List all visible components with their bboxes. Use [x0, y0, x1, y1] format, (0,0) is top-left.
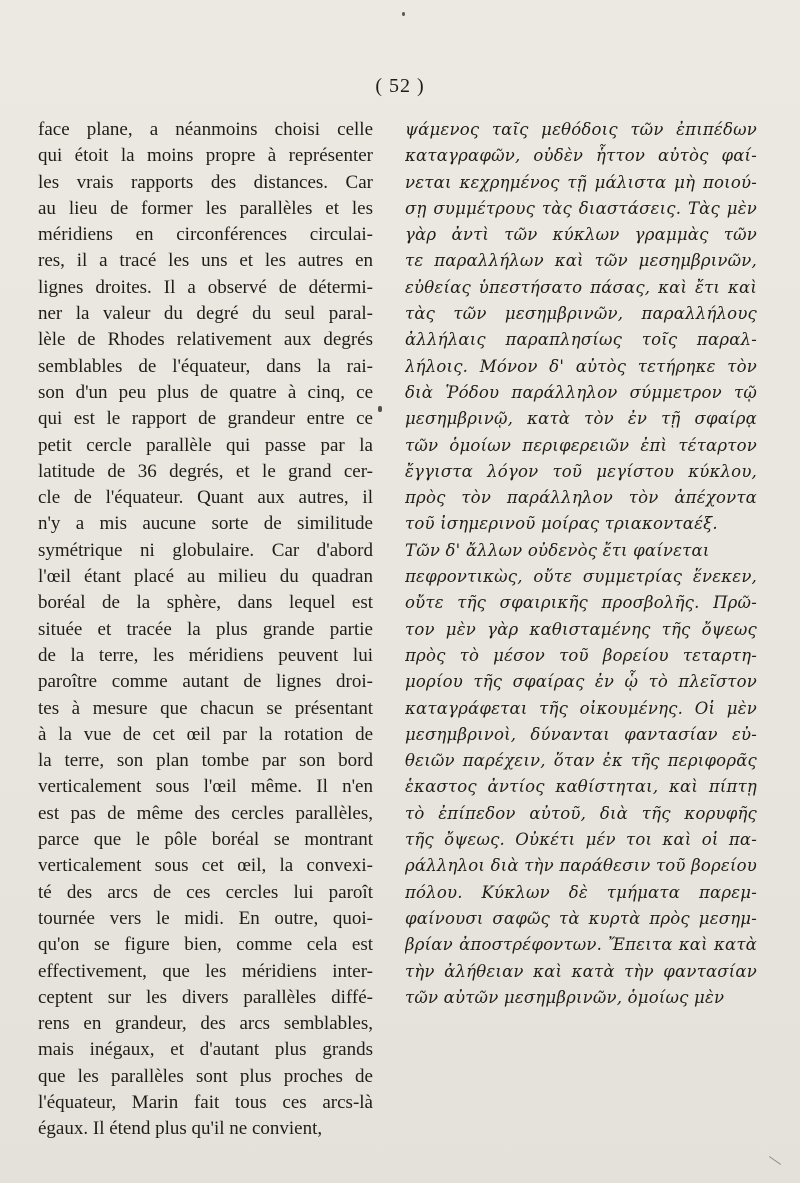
french-text-line: latitude de 36 degrés, et le grand cer- — [38, 460, 373, 482]
french-text-line: rens en grandeur, des arcs semblables, — [38, 1013, 373, 1035]
greek-text-line: ἔγγιστα λόγον τοῦ μεγίστου κύκλου, — [405, 461, 757, 481]
french-text-line: de la terre, les méridiens peuvent lui — [38, 644, 373, 666]
french-text-line: les vrais rapports des distances. Car — [38, 171, 373, 193]
greek-text-line: θειῶν παρέχειν, ὅταν ἐκ τῆς περιφορᾶς — [405, 751, 757, 771]
greek-text-line: τοῦ ἰσημερινοῦ μοίρας τριακονταέξ. — [405, 514, 718, 534]
french-text-line: petit cercle parallèle qui passe par la — [38, 434, 373, 456]
greek-text-line: καταγραφῶν, οὐδὲν ἧττον αὐτὸς φαί- — [405, 146, 757, 166]
ink-speck — [378, 406, 382, 412]
french-text-line: n'y a mis aucune sorte de similitude — [38, 513, 373, 535]
greek-text-line: τῆς ὄψεως. Οὐκέτι μέν τοι καὶ οἱ πα- — [405, 830, 757, 850]
french-text-line: l'équateur, Marin fait tous ces arcs-là — [38, 1091, 373, 1113]
greek-text-line: νεται κεχρημένος τῇ μάλιστα μὴ ποιού- — [405, 172, 757, 192]
greek-text-line: μεσημβρινῷ, κατὰ τὸν ἐν τῇ σφαίρᾳ — [405, 409, 757, 429]
corner-stroke — [769, 1156, 781, 1165]
greek-text-line: ἀλλήλαις παραπλησίως τοῖς παραλ- — [405, 330, 757, 350]
greek-text-line: τῶν αὐτῶν μεσημβρινῶν, ὁμοίως μὲν — [405, 987, 725, 1007]
greek-text-line: σῃ συμμέτρους τὰς διαστάσεις. Τὰς μὲν — [405, 198, 757, 218]
french-text-line: parce que le pôle boréal se montrant — [38, 829, 373, 851]
greek-text-line: μεσημβρινοὶ, δύνανται φαντασίαν εὐ- — [405, 724, 757, 744]
greek-text-column — [405, 117, 757, 1011]
french-text-line: qui est le rapport de grandeur entre ce — [38, 408, 373, 430]
greek-text-line: βρίαν ἀποστρέφοντων. Ἔπειτα καὶ κατὰ — [405, 935, 757, 955]
greek-text-line: πεφροντικὼς, οὔτε συμμετρίας ἕνεκεν, — [405, 567, 757, 587]
greek-text-line: τὸ ἐπίπεδον αὐτοῦ, διὰ τῆς κορυφῆς — [405, 803, 757, 823]
greek-text-line: ἑκαστος ἀντίος καθίστηται, καὶ πίπτῃ — [405, 777, 757, 797]
french-text-line: son d'un peu plus de quatre à cinq, ce — [38, 381, 373, 403]
greek-text-line: καταγράφεται τῆς οἰκουμένης. Οἱ μὲν — [405, 698, 757, 718]
french-text-line: l'œil étant placé au milieu du quadran — [38, 566, 373, 588]
french-text-line: la terre, son plan tombe par son bord — [38, 750, 373, 772]
french-text-line: qui étoit la moins propre à représenter — [38, 145, 373, 167]
french-text-line: effectivement, que les méridiens inter- — [38, 960, 373, 982]
greek-text-line: τὰς τῶν μεσημβρινῶν, παραλλήλους — [405, 304, 757, 324]
french-text-line: verticalement sous l'œil même. Il n'en — [38, 776, 373, 798]
greek-text-line: τῶν ὁμοίων περιφερειῶν ἐπὶ τέταρτον — [405, 435, 757, 455]
greek-text-line: ψάμενος ταῖς μεθόδοις τῶν ἐπιπέδων — [405, 120, 757, 139]
french-text-line: lignes droites. Il a observé de détermi- — [38, 276, 373, 298]
french-text-line: tes à mesure que chacun se présentant — [38, 697, 373, 719]
french-text-line: au lieu de former les parallèles et les — [38, 197, 373, 219]
french-text-line: est pas de même des cercles parallèles, — [38, 802, 373, 824]
french-text-line: face plane, a néanmoins choisi celle — [38, 119, 373, 140]
greek-text-line: οὔτε τῆς σφαιρικῆς προσβολῆς. Πρῶ- — [405, 593, 757, 613]
greek-text-line: μορίου τῆς σφαίρας ἐν ᾧ τὸ πλεῖστον — [405, 672, 757, 692]
french-text-line: méridiens en circonférences circulai- — [38, 224, 373, 246]
french-text-line: mais inégaux, et d'autant plus grands — [38, 1039, 373, 1061]
greek-text-line: λήλοις. Μόνον δ' αὐτὸς τετήρηκε τὸν — [405, 356, 757, 376]
french-text-line: ceptent sur les divers parallèles diffé- — [38, 986, 373, 1008]
french-text-line: lèle de Rhodes relativement aux degrés — [38, 329, 373, 351]
greek-text-line: διὰ Ῥόδου παράλληλον σύμμετρον τῷ — [405, 382, 757, 402]
french-text-line: que les parallèles sont plus proches de — [38, 1065, 373, 1087]
french-text-column — [38, 117, 373, 1143]
french-text-line: à la vue de cet œil par la rotation de — [38, 723, 373, 745]
french-text-line: verticalement sous cet œil, la convexi- — [38, 855, 373, 877]
french-text-line: paroître comme autant de lignes droi- — [38, 671, 373, 693]
french-text-line: ner la valeur du degré du seul paral- — [38, 303, 373, 325]
greek-text-line: τὴν ἀλήθειαν καὶ κατὰ τὴν φαντασίαν — [405, 961, 757, 981]
french-text-line: té des arcs de ces cercles lui paroît — [38, 881, 373, 903]
french-text-line: qu'on se figure bien, comme cela est — [38, 934, 373, 956]
greek-text-line: γὰρ ἀντὶ τῶν κύκλων γραμμὰς τῶν — [405, 225, 757, 245]
greek-text-line: πόλου. Κύκλων δὲ τμήματα παρεμ- — [405, 882, 757, 902]
french-text-line: semblables de l'équateur, dans la rai- — [38, 355, 373, 377]
french-text-line: égaux. Il étend plus qu'il ne convient, — [38, 1118, 323, 1140]
greek-text-line: φαίνουσι σαφῶς τὰ κυρτὰ πρὸς μεσημ- — [405, 908, 757, 928]
greek-text-line: εὐθείας ὑπεστήσατο πάσας, καὶ ἔτι καὶ — [405, 277, 757, 297]
french-text-line: symétrique ni globulaire. Car d'abord — [38, 539, 373, 561]
french-text-line: res, il a tracé les uns et les autres en — [38, 250, 373, 272]
french-text-line: tournée vers le midi. En outre, quoi- — [38, 907, 373, 929]
greek-text-line: τον μὲν γὰρ καθισταμένης τῆς ὄψεως — [405, 619, 757, 639]
greek-text-line: πρὸς τὸ μέσον τοῦ βορείου τεταρτη- — [405, 645, 757, 665]
greek-text-line: ράλληλοι διὰ τὴν παράθεσιν τοῦ βορείου — [405, 856, 757, 876]
greek-text-line: Τῶν δ' ἄλλων οὐδενὸς ἔτι φαίνεται — [405, 540, 710, 560]
greek-text-line: πρὸς τὸν παράλληλον τὸν ἀπέχοντα — [405, 488, 757, 508]
page-number: ( 52 ) — [375, 75, 425, 97]
french-text-line: située et tracée la plus grande partie — [38, 618, 373, 640]
french-text-line: boréal de la sphère, dans lequel est — [38, 592, 373, 614]
greek-text-line: τε παραλλήλων καὶ τῶν μεσημβρινῶν, — [405, 251, 757, 271]
ink-speck — [402, 12, 405, 16]
french-text-line: cle de l'équateur. Quant aux autres, il — [38, 487, 373, 509]
